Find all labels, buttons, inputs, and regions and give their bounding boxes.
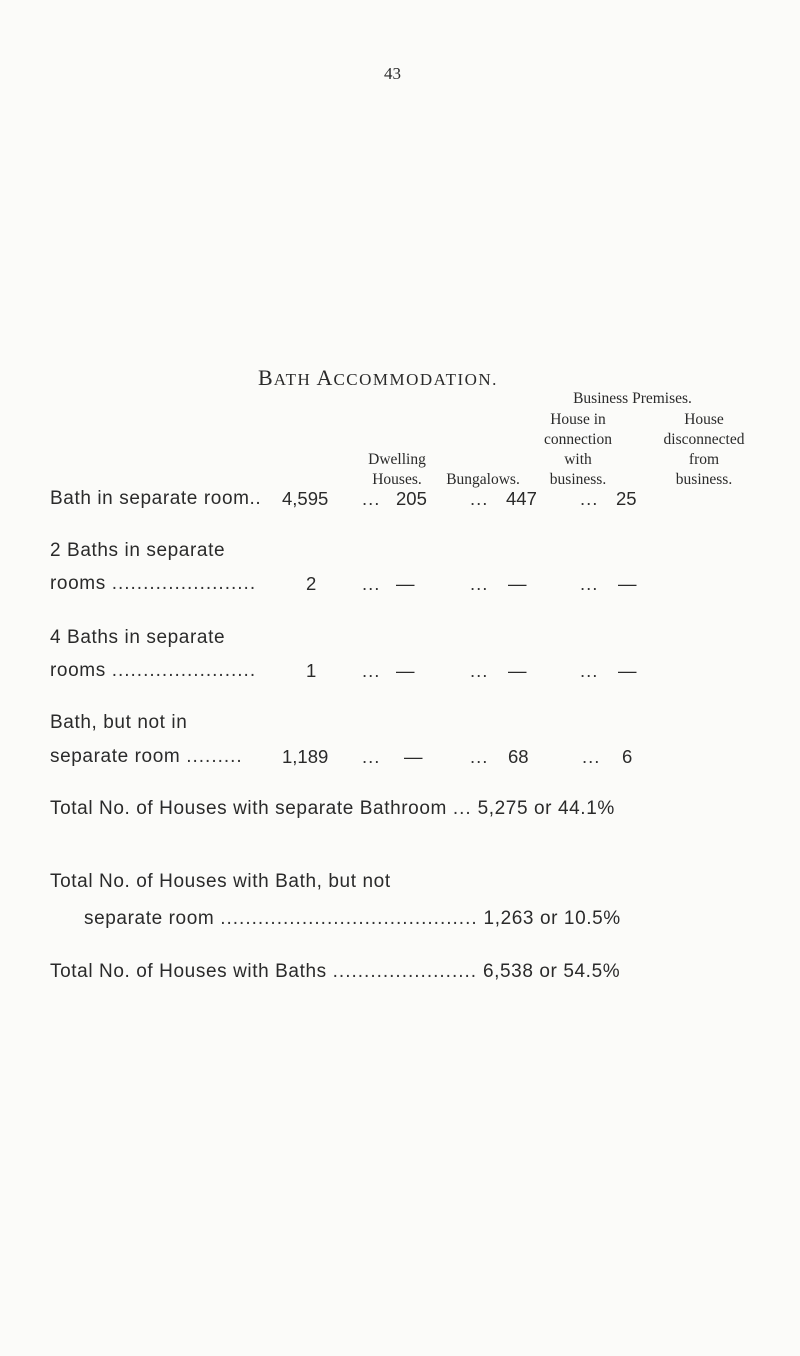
- total-with-baths: [50, 961, 620, 983]
- leader-dots: ...: [580, 488, 599, 509]
- leader-dots: ...: [470, 660, 489, 681]
- row-label: 4 Baths in separate: [50, 627, 226, 648]
- header-disc-line2: disconnected: [663, 431, 745, 448]
- row-label-line2: [50, 660, 256, 682]
- cell-disconnected: —: [618, 660, 637, 681]
- leader-dots: ...: [582, 746, 601, 767]
- row-label-line2: [50, 746, 243, 768]
- cell-bungalows: 205: [396, 488, 427, 509]
- cell-connected: —: [508, 573, 527, 594]
- leader-dots: ...: [362, 660, 381, 681]
- header-disc-line1: House: [684, 411, 724, 428]
- row-label-line2: [50, 573, 256, 595]
- header-dwelling-line1: Dwelling: [368, 451, 426, 468]
- cell-connected: 447: [506, 488, 537, 509]
- cell-disconnected: 25: [616, 488, 637, 509]
- page-title: [258, 365, 498, 391]
- cell-dwelling: 4,595: [282, 488, 329, 509]
- header-conn-line2: connection: [543, 431, 612, 448]
- cell-dwelling: 1: [306, 660, 317, 681]
- row-label-text: rooms: [50, 573, 106, 594]
- leader-dots: ...: [580, 573, 599, 594]
- cell-bungalows: —: [396, 573, 415, 594]
- total-bath-not-separate: [84, 908, 621, 930]
- header-disc-line4: business.: [675, 471, 733, 488]
- leader-dots: ...: [470, 573, 489, 594]
- cell-disconnected: 6: [622, 746, 633, 767]
- header-business-premises: Business Premises.: [573, 390, 692, 407]
- cell-connected: 68: [508, 746, 529, 767]
- title-rest-1: ATH: [273, 370, 312, 389]
- row-label: Bath in separate room..: [50, 488, 262, 509]
- title-rest-2: CCOMMODATION.: [333, 370, 498, 389]
- leader-dots: .......................: [111, 660, 257, 681]
- leader-dots: ...: [362, 746, 381, 767]
- header-disc-line3: from: [688, 451, 720, 468]
- cell-bungalows: —: [396, 660, 415, 681]
- leader-dots: .......................: [332, 961, 478, 982]
- total-bath-not-separate-label: Total No. of Houses with Bath, but not: [50, 871, 391, 892]
- total-with-baths-value: 6,538 or 54.5%: [482, 961, 621, 982]
- leader-dots: ...: [362, 573, 381, 594]
- leader-dots: .......................: [111, 573, 257, 594]
- cell-dwelling: 2: [306, 573, 317, 594]
- leader-dots: ...: [580, 660, 599, 681]
- cell-dwelling: 1,189: [282, 746, 329, 767]
- row-label-text: separate room: [50, 746, 181, 767]
- header-dwelling-line2: Houses.: [372, 471, 422, 488]
- total-bath-not-separate-value: 1,263 or 10.5%: [483, 908, 621, 929]
- header-house-disconnected: [640, 410, 768, 490]
- row-label: Bath, but not in: [50, 712, 188, 733]
- header-house-in-connection: [530, 410, 626, 490]
- total-separate-bathroom-label: Total No. of Houses with separate Bathroom: [50, 798, 447, 819]
- total-bath-not-separate-label-line2: separate room: [84, 908, 215, 929]
- cell-connected: —: [508, 660, 527, 681]
- title-initial-1: B: [258, 365, 274, 390]
- leader-dots: .........................................: [220, 908, 478, 929]
- total-separate-bathroom: [50, 798, 615, 820]
- cell-bungalows: —: [404, 746, 423, 767]
- total-separate-bathroom-value: 5,275 or 44.1%: [477, 798, 615, 819]
- page-number: 43: [384, 64, 401, 83]
- title-initial-2: A: [316, 365, 334, 390]
- header-conn-line1: House in: [550, 411, 606, 428]
- leader-dots: ...: [470, 746, 489, 767]
- row-label: 2 Baths in separate: [50, 540, 226, 561]
- leader-dots: ...: [470, 488, 489, 509]
- header-dwelling-houses: [352, 450, 442, 490]
- leader-dots: .........: [186, 746, 243, 767]
- cell-disconnected: —: [618, 573, 637, 594]
- leader-dots: ...: [362, 488, 381, 509]
- total-with-baths-label: Total No. of Houses with Baths: [50, 961, 327, 982]
- row-label-text: rooms: [50, 660, 106, 681]
- header-bungalows: Bungalows.: [446, 471, 520, 488]
- header-conn-line4: business.: [549, 471, 607, 488]
- header-conn-line3: with: [564, 451, 592, 468]
- leader-dots: ...: [452, 798, 472, 819]
